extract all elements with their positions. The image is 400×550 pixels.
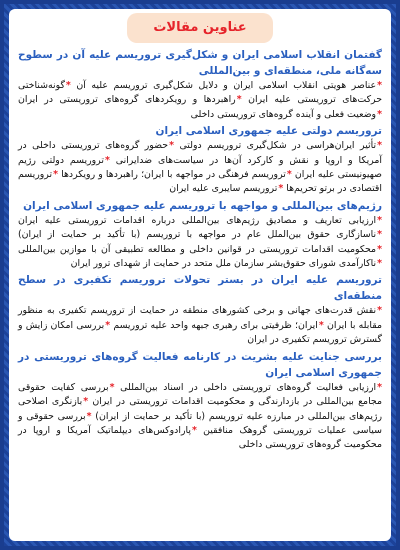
bullet-star-icon: * (169, 140, 174, 152)
bullet-star-icon: * (377, 305, 382, 317)
bullet-star-icon: * (105, 319, 111, 331)
bullet-star-icon: * (377, 108, 382, 120)
bullet-star-icon: * (65, 80, 71, 91)
article-item: نقش قدرت‌های جهانی و برخی کشورهای منطقه در حمایت از تروریسم تکفیری به منظور مقابله با ایران (18, 305, 383, 331)
bullet-star-icon: * (104, 154, 110, 166)
article-item: بررسی حقوقی و سیاسی عملیات تروریستی گروهک منافقین (18, 410, 382, 436)
article-item: تروریسم دولتی رژیم صهیونیستی علیه ایران (18, 154, 383, 181)
article-item: وضعیت فعلی و آینده گروه‌های تروریستی داخلی (190, 108, 377, 120)
bullet-star-icon: * (377, 381, 382, 393)
article-section (18, 123, 382, 197)
article-section (18, 198, 382, 272)
bullet-star-icon: * (278, 183, 284, 195)
section-title: تروریسم علیه ایران در بستر تحولات تروریسم تکفیری در سطح منطقه‌ای (18, 274, 382, 303)
bullet-star-icon: * (377, 140, 382, 152)
article-item: عناصر هویتی انقلاب اسلامی ایران و دلایل شکل‌گیری تروریسم علیه آن (76, 80, 377, 91)
article-section (18, 47, 382, 122)
section-title: تروریسم دولتی علیه جمهوری اسلامی ایران (155, 125, 382, 138)
article-item: محکومیت اقدامات تروریستی در قوانین داخلی و مطالعه تطبیقی آن با موازین بین‌المللی (18, 243, 377, 255)
bullet-star-icon: * (377, 229, 382, 241)
section-title: رژیم‌های بین‌المللی و مواجهه با تروریسم علیه جمهوری اسلامی ایران (23, 199, 382, 212)
bullet-star-icon: * (86, 410, 92, 422)
article-item: بررسی کفایت حقوقی مجامع بین‌المللی در بازدارندگی و محکومیت اقدامات تروریستی در ایران (18, 381, 383, 408)
article-item: راهبردها و رویکردهای گروه‌های تروریستی در ایران (18, 94, 236, 106)
section-title: بررسی جنایت علیه بشریت در کارنامه فعالیت گروه‌های تروریستی در جمهوری اسلامی ایران (18, 350, 382, 379)
article-item: تروریسم اقتصادی در برتو تحریم‌ها (18, 169, 382, 195)
section-items (18, 79, 382, 122)
article-item: ایران؛ ظرفیتی برای رهبری جبهه واحد علیه تروریسم (113, 319, 318, 331)
bullet-star-icon: * (191, 424, 197, 436)
bullet-star-icon: * (377, 258, 382, 270)
sections-list (18, 47, 382, 453)
article-section (18, 349, 382, 453)
bullet-star-icon: * (286, 169, 292, 181)
article-item: ناسازگاری حقوق بین‌الملل عام در مواجهه با تروریسم (با تأکید بر حمایت از ایران) (18, 229, 377, 241)
page-title: عناوین مقالات (127, 13, 272, 43)
article-item: حضور گروه‌های تروریستی داخلی در آمریکا و اروپا و نقش و کارکرد آن‌ها در سیاست‌های ضدایرانی (18, 140, 382, 166)
title-banner (18, 13, 382, 43)
section-items (18, 139, 382, 197)
bullet-star-icon: * (53, 169, 58, 181)
article-item: تروریسم فرهنگی در مواجهه با ایران؛ راهبردها و رویکردها (61, 169, 286, 181)
bullet-star-icon: * (236, 94, 242, 106)
article-item: ناکارآمدی شورای حقوق‌بشر سازمان ملل متحد در حمایت از شهدای ترور ایران (70, 258, 377, 270)
bullet-star-icon: * (377, 243, 382, 255)
article-item: بازنگری اصلاحی رژیم‌های بین‌المللی در مبارزه علیه تروریسم (با تأکید بر حمایت از ایران) (18, 396, 382, 422)
bullet-star-icon: * (377, 80, 382, 91)
bullet-star-icon: * (377, 214, 382, 226)
article-item: تروریسم سایبری علیه ایران (169, 183, 278, 195)
bullet-star-icon: * (83, 396, 89, 408)
section-title: گفتمان انقلاب اسلامی ایران و شکل‌گیری تروریسم علیه آن در سطوح سه‌گانه ملی، منطقه‌ای و بین‌المللی (18, 49, 382, 77)
article-item: ارزیابی فعالیت گروه‌های تروریستی داخلی در اسناد بین‌المللی (120, 381, 377, 393)
article-section (18, 272, 382, 347)
section-items (18, 381, 382, 453)
article-item: پارادوکس‌های دیپلماتیک آمریکا و اروپا در محکومیت گروه‌های تروریستی داخلی (18, 424, 382, 451)
section-items (18, 214, 382, 272)
article-item: گونه‌شناختی حرکت‌های تروریستی علیه ایران (18, 80, 382, 106)
bullet-star-icon: * (318, 319, 324, 331)
article-item: تأثیر ایران‌هراسی در شکل‌گیری تروریسم دولتی (179, 140, 377, 152)
articles-card (9, 9, 391, 541)
bullet-star-icon: * (109, 381, 115, 393)
article-item: ارزیابی تعاریف و مصادیق رژیم‌های بین‌المللی درباره اقدامات تروریستی علیه ایران (18, 214, 377, 226)
section-items (18, 304, 382, 347)
article-item: بررسی امکان زایش و گسترش تروریسم تکفیری در ایران (18, 319, 382, 346)
